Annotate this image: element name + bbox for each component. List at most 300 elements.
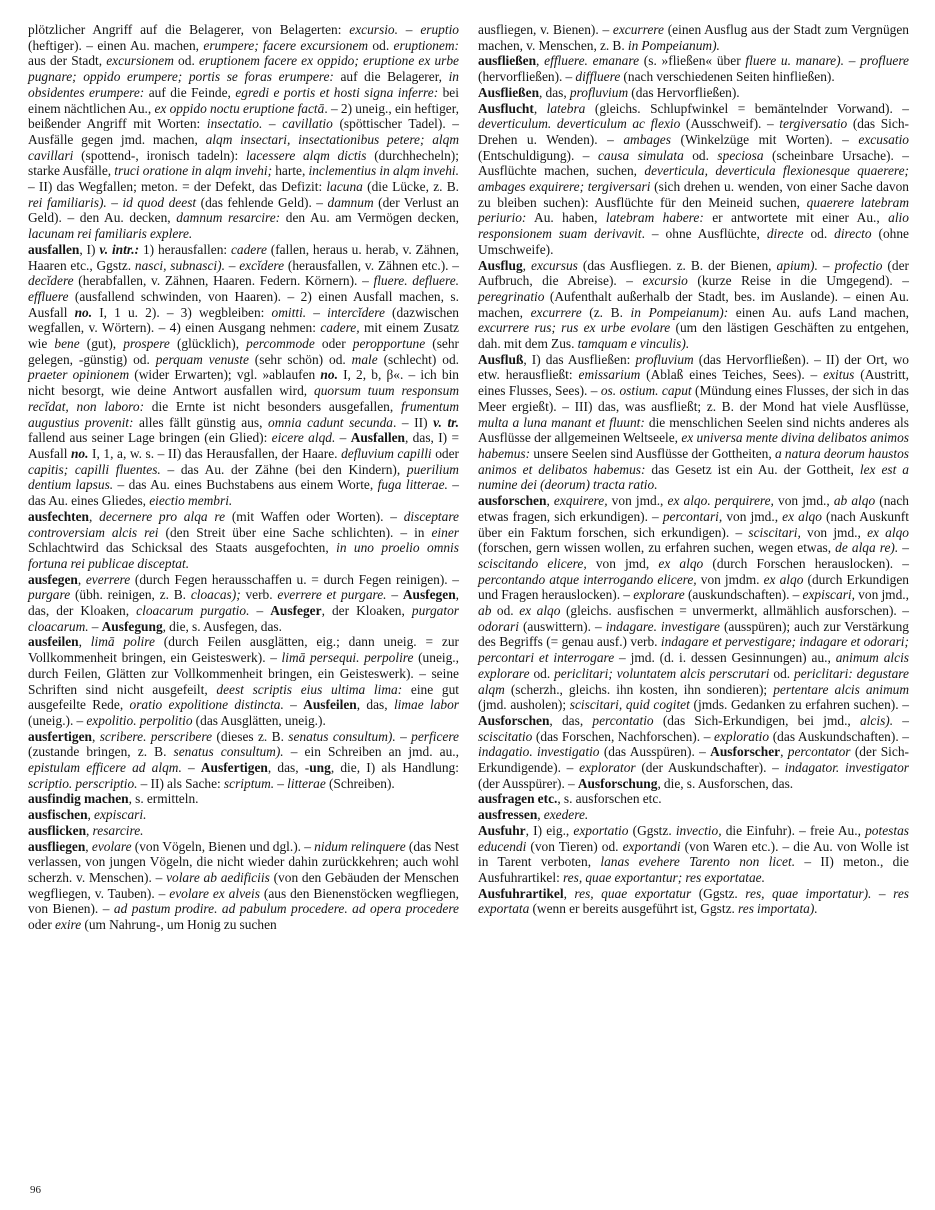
entry-text: od. [769, 665, 795, 681]
entry-text: (dazwischen wegfallen, v. Wörtern). – 4) einen Ausgang nehmen: [28, 304, 459, 336]
entry-text: periclitari: degustare alqm [478, 665, 909, 697]
entry-text: expiscari. [94, 807, 147, 823]
entry-text: damnum [327, 194, 374, 210]
headword: ung [309, 760, 331, 776]
entry-text: od. [683, 147, 718, 163]
entry-text: sciscitari, quid cogitet [569, 697, 690, 713]
headword: Ausfegen [402, 587, 456, 603]
entry-text: – [893, 712, 909, 728]
dictionary-entry [478, 823, 909, 886]
dictionary-entry [28, 791, 459, 807]
entry-text: (schlecht) od. [377, 351, 459, 367]
entry-text: res importata). [738, 901, 818, 917]
entry-text: ex oppido noctu eruptione factā [154, 100, 325, 116]
headword: v. tr. [433, 414, 459, 430]
entry-text: – [306, 304, 328, 320]
entry-text: auf die Feinde, [144, 84, 236, 100]
entry-text: , das, der Kloaken, [28, 587, 460, 619]
entry-text: in Pompeianum). [627, 37, 720, 53]
entry-text: , die, s. Ausforschen, das. [657, 775, 794, 791]
dictionary-entry [478, 807, 909, 823]
entry-text: (scheinbare Ursache). – Ausflüchte machen, suchen, [478, 147, 909, 179]
entry-text: (forschen, gern wissen wollen, zu erfahren suchen, wegen etwas, [478, 540, 836, 556]
entry-text: apium). [776, 257, 818, 273]
text-columns [28, 22, 909, 933]
entry-text: cavillatio [282, 116, 333, 132]
entry-text: scriptum. [223, 775, 275, 791]
right-column [478, 22, 909, 933]
entry-text: decernere pro alqa re [99, 508, 226, 524]
entry-text: invectio, [675, 822, 722, 838]
entry-text: von jmd., [800, 524, 868, 540]
dictionary-entry [478, 85, 909, 101]
entry-text: (durchhecheln); starke Ausfälle, [28, 147, 459, 179]
entry-text: expolitio. perpolitio [86, 712, 193, 728]
entry-text: , [77, 571, 86, 587]
entry-text: (von Waren etc.). – die Au. von Wolle ist in Tarent verboten, [478, 838, 910, 870]
entry-text: ex alqo. perquirere, [667, 493, 774, 509]
entry-text: lacessere alqm dictis [245, 147, 367, 163]
entry-text: (um den lästigen Geschäften zu entgehen, dah. mit dem Zus. [478, 320, 910, 352]
entry-text: (dieses z. B. [212, 728, 289, 744]
entry-text: odorari [478, 618, 519, 634]
entry-text: (Ggstz. [628, 822, 676, 838]
entry-text: profectio [834, 257, 883, 273]
entry-text: frumentum augustius provenit: [28, 398, 459, 430]
entry-text: praeter opinionem [28, 367, 130, 383]
entry-text: (herausfallen, v. Zähnen etc.). – [284, 257, 460, 273]
entry-text: (gleichs. ausfischen = unvermerkt, allmählich ausforschen). – [560, 603, 909, 619]
entry-text: von jmd., [854, 587, 909, 603]
entry-text: percontando atque interrogando elicere, [478, 571, 697, 587]
entry-text: I, 2, b, β«. – ich bin nicht besorgt, wie deine Antwort ausfallen wird, [28, 367, 460, 399]
entry-text: (Ablaß eines Teiches, Sees). – [640, 367, 824, 383]
entry-text: potestas educendi [478, 822, 910, 854]
entry-text: (der Ausspürer). – [478, 775, 578, 791]
entry-text: – das Au. eines Buchstabens aus einem Worte, [113, 477, 378, 493]
headword: Ausfertigen [200, 760, 268, 776]
entry-text: , [522, 257, 532, 273]
entry-text: fluere. defluere. effluere [28, 273, 459, 304]
entry-text: expiscari, [802, 587, 855, 603]
entry-text: res, quae importatur). [745, 885, 872, 901]
entry-text: ex universa mente divina delibatos animos habemus: [478, 430, 909, 461]
entry-text: peropportune [352, 336, 426, 352]
entry-text: eruptionem: [393, 37, 459, 53]
entry-text: , [87, 807, 95, 823]
entry-text: egredi e portis et hosti signa inferre: [235, 84, 439, 100]
entry-text: capitis; capilli fluentes. [28, 461, 161, 477]
entry-text: , [563, 885, 575, 901]
entry-text: in Pompeianum): [630, 304, 729, 320]
entry-text: , [78, 634, 91, 650]
entry-text: indagatio. investigatio [478, 744, 600, 760]
headword: ausfressen [478, 807, 538, 823]
entry-text: deverticula, deverticula flexionesque quaerere; ambages exquirere; tergiversari [478, 163, 910, 195]
entry-text: (nach verschiedenen Seiten hinfließen). [620, 69, 835, 85]
entry-text: – [274, 775, 288, 791]
entry-text: (das Ausspüren). – [599, 744, 711, 760]
entry-text: exploratio [714, 728, 770, 744]
entry-text: directe [766, 226, 804, 242]
entry-text: – [386, 587, 403, 603]
entry-text: res, quae exportatur [574, 885, 692, 901]
headword: no. [70, 445, 89, 461]
entry-text: alcis). [859, 712, 894, 728]
entry-text: (das Sich-Drehen u. Wenden). – [478, 116, 909, 147]
entry-text: einer [431, 524, 459, 540]
entry-text: purgare [28, 587, 71, 603]
entry-text: exedere. [543, 807, 589, 823]
entry-text: rei familiaris). [28, 194, 107, 210]
entry-text: – [181, 760, 201, 776]
entry-text: – II) das Wegfallen; meton. = der Defekt, das Defizit: [28, 179, 327, 195]
entry-text: (uneig., durch Feilen, Glätten zur Vollkommenheit bringen, ein Geisteswerk). – seine Schriften sind nicht ausgefeilt, [28, 650, 460, 697]
entry-text: I, 1 u. 2). – 3) wegbleiben: [92, 304, 272, 320]
entry-text: tergiversatio [779, 116, 848, 132]
entry-text: , [537, 807, 544, 823]
entry-text: harte, [272, 163, 309, 179]
entry-text: os. ostium. caput [600, 383, 692, 399]
headword: ausfertigen [28, 728, 92, 744]
entry-text: (hervorfließen). – [478, 69, 576, 85]
entry-text: excursio [642, 273, 688, 289]
entry-text: , die, s. Ausfegen, das. [162, 618, 282, 634]
entry-text: – [397, 22, 421, 37]
dictionary-entry [28, 572, 459, 635]
entry-text: pertentare alcis animum [773, 681, 910, 697]
entry-text: eruptionem facere ex oppido; eruptione ex urbe pugnare; oppido erumpere; portis se foras erumpere: [28, 53, 459, 85]
headword: no. [74, 304, 93, 320]
entry-text: periclitari; voluntatem alcis perscrutari [554, 665, 770, 681]
headword: no. [320, 367, 338, 383]
entry-text: defluvium capilli [341, 445, 432, 461]
entry-text: von jmd, [586, 555, 659, 571]
entry-text: – [335, 430, 351, 446]
entry-text: (der Verlust an Geld). – den Au. decken, [28, 194, 459, 226]
headword: Ausfluß [478, 351, 524, 367]
entry-text: lex est a numine dei (deorum) tracta ratio. [478, 461, 909, 493]
headword: ausfragen etc. [478, 791, 558, 807]
entry-text: fallend aus seiner Lage bringen (ein Glied): [28, 430, 272, 446]
dictionary-entry [28, 729, 459, 792]
entry-text: ex alqo [519, 603, 561, 619]
entry-text: alles fällt günstig aus, [133, 414, 269, 430]
headword: ausflicken [28, 822, 87, 838]
entry-text: (gleichs. Schlupfwinkel = bemäntelnder Vorwand). – [585, 100, 909, 116]
entry-text: ex alqo [763, 571, 804, 587]
entry-text: excurrere [530, 304, 582, 320]
entry-text: excursionem [106, 53, 174, 69]
entry-text: – [106, 194, 123, 210]
dictionary-entry [28, 634, 459, 728]
entry-text: (auswittern). – [518, 618, 606, 634]
entry-text: , [85, 838, 92, 854]
entry-text: resarcire. [92, 822, 144, 838]
entry-text: – [262, 116, 283, 132]
entry-text: bei einem nächtlichen Au., [28, 84, 459, 116]
entry-text: – jmd. (d. i. dessen Gesinnungen) au., [614, 650, 836, 666]
entry-text: von jmdm. [696, 571, 764, 587]
entry-text: ad pastum prodire. ad pabulum procedere. ad opera procedere [113, 901, 459, 917]
entry-text: (durch Feilen ausglätten, eig.; dann uneig. = zur Vollkommenheit bringen, ein Geisteswerk). – [28, 634, 459, 666]
dictionary-entry [478, 101, 909, 258]
entry-text: purgator cloacarum. [28, 603, 459, 634]
entry-text: ab [478, 603, 492, 619]
entry-text: (Ausschweif). – [680, 116, 780, 132]
entry-text: tamquam e vinculis). [577, 336, 690, 352]
dictionary-entry [478, 352, 909, 493]
entry-text: , [536, 53, 545, 69]
entry-text: , das, - [267, 760, 310, 776]
entry-text: – [871, 885, 894, 901]
entry-text: sciscitari, [748, 524, 801, 540]
entry-text: male [351, 351, 378, 367]
entry-text: , [533, 100, 547, 116]
entry-text: cadere, [320, 320, 360, 336]
entry-text: indagare et pervestigare; indagare et odorari; percontari et interrogare [478, 634, 909, 666]
entry-text: (spottend-, ironisch tadeln): [73, 147, 246, 163]
entry-text: effluere. emanare [544, 53, 640, 69]
entry-text: (von den Gebäuden der Menschen wegfliegen, v. Tauben). – [28, 869, 459, 901]
headword: ausfischen [28, 807, 88, 823]
entry-text: , das, [549, 712, 593, 728]
entry-text: profluvium [635, 351, 694, 367]
entry-text: volare ab aedificiis [166, 869, 270, 885]
entry-text: exitus [823, 367, 855, 383]
entry-text: (Ggstz. [691, 885, 746, 901]
entry-text: (z. B. [581, 304, 631, 320]
entry-text: (das fehlende Geld). – [196, 194, 328, 210]
entry-text: percontator [787, 744, 851, 760]
entry-text: evolare [91, 838, 132, 854]
entry-text: quorsum tuum responsum recĭdat, non laboro: [28, 383, 459, 414]
entry-text: – II) meton., die Ausfuhrartikel: [478, 854, 909, 885]
entry-text: damnum resarcire: [176, 210, 281, 226]
entry-text: einen Au. aufs Land machen, [728, 304, 909, 320]
entry-text: (das Sich-Erkundigen, bei jmd., [653, 712, 860, 728]
entry-text: exportandi [622, 838, 681, 854]
entry-text: (das Ausfliegen. z. B. der Bienen, [577, 257, 777, 273]
entry-text: von jmd., [607, 493, 668, 509]
dictionary-entry [28, 807, 459, 823]
entry-text: lacuna [326, 179, 363, 195]
headword: ausfließen [478, 53, 537, 69]
entry-text: , [86, 822, 93, 838]
entry-text: , [546, 493, 554, 509]
entry-text: (gut), [79, 336, 124, 352]
entry-text: (einen Ausflug aus der Stadt zum Vergnügen machen, v. Menschen, z. B. [478, 22, 909, 53]
entry-text: (das Ausglätten, uneig.). [192, 712, 326, 728]
entry-text: percommode [246, 336, 315, 352]
entry-text: intercĭdere [327, 304, 385, 320]
headword: Ausfuhrartikel [478, 885, 564, 901]
entry-text: (glücklich), [169, 336, 247, 352]
entry-text: explorator [579, 760, 636, 776]
entry-text: excurrere rus; rus ex urbe evolare [478, 320, 671, 336]
entry-text: – [817, 257, 835, 273]
entry-text: (nach etwas fragen, sich erkundigen). – [478, 493, 909, 524]
entry-text: ex alqo [782, 508, 822, 524]
headword: Ausforschen [478, 712, 550, 728]
entry-text: (die Lücke, z. B. [362, 179, 459, 195]
entry-text: (Mündung eines Flusses, der sich in das Meer ergießt). – III) das, was ausfließt; z. B. der Mond hat viele Ausflüsse, [478, 383, 909, 414]
headword: ausfeilen [28, 634, 79, 650]
entry-text: cadere [230, 241, 267, 257]
entry-text: cloacarum purgatio. [136, 603, 250, 619]
entry-text: (jmds. Gedanken zu erfahren suchen). – [689, 697, 909, 713]
entry-text: alio responsionem suam derivavit [478, 210, 909, 242]
entry-text: eine gut ausgefeilte Rede, [28, 681, 459, 713]
entry-text: (der Sich-Erkundigende). – [478, 744, 909, 776]
entry-text: od. [368, 37, 394, 53]
entry-text: id quod deest [122, 194, 197, 210]
entry-text: eruptio [420, 22, 459, 37]
dictionary-entry [28, 823, 459, 839]
left-column [28, 22, 459, 933]
entry-text: – [843, 53, 861, 69]
headword: Ausfließen [478, 84, 540, 100]
entry-text: excursio. [349, 22, 398, 37]
entry-text: , s. ermitteln. [128, 791, 199, 807]
entry-text: od. [803, 226, 835, 242]
entry-text: alqm insectari, insectationibus petere; alqm cavillari [28, 131, 459, 163]
entry-text: (uneig.). – [28, 712, 87, 728]
entry-text: (der Aufbruch, die Abreise). – [478, 257, 909, 289]
headword: Ausfeilen [303, 697, 357, 713]
entry-text: perquam venuste [155, 351, 249, 367]
headword: Ausfuhr [478, 822, 526, 838]
entry-text: (spöttischer Tadel). – Ausfälle gegen jmd. machen, [28, 116, 459, 147]
entry-text: (zustande bringen, z. B. [28, 744, 174, 760]
entry-text: , I) eig., [525, 822, 574, 838]
entry-text: , I) [79, 241, 100, 257]
entry-text: das Gesetz ist ein Au. der Gottheit, [645, 461, 860, 477]
entry-text: omnia cadunt secunda [268, 414, 393, 430]
entry-text: (der Auskundschafter). – [635, 760, 785, 776]
dictionary-entry [28, 22, 459, 242]
entry-text: mit einem Zusatz wie [28, 320, 459, 352]
entry-text: exportatio [573, 822, 629, 838]
dictionary-entry [28, 839, 459, 933]
entry-text: deverticulum. deverticulum ac flexio [478, 116, 681, 132]
entry-text: oratio expolitione distincta. [129, 697, 284, 713]
entry-text: , [89, 508, 100, 524]
entry-text: causa simulata [597, 147, 684, 163]
entry-text: exquirere, [553, 493, 608, 509]
entry-text: , I) das Ausfließen: [523, 351, 636, 367]
entry-text: nasci, subnasci). [134, 257, 225, 273]
entry-text: indagator. investigator [784, 760, 909, 776]
entry-text: fuga litterae. [377, 477, 448, 493]
entry-text: ex alqo [658, 555, 704, 571]
entry-text: den Au. am Vermögen decken, [280, 210, 460, 226]
entry-text: Au. haben, [526, 210, 606, 226]
entry-text: (sich drehen u. wenden, von einer Sache davon zu bleiben suchen): Ausflüchte für den Meineid suchen, [478, 179, 909, 210]
entry-text: (um Nahrung-, um Honig zu suchen [81, 917, 277, 933]
entry-text: Schlachtwird das Schicksal des Staats ausgefochten, [28, 540, 337, 556]
entry-text: plötzlicher Angriff auf die Belagerer, von Belagerten: [28, 22, 350, 37]
entry-text: . – ohne Ausflüchte, [641, 226, 767, 242]
entry-text: – ein Schreiben an jmd. au., [283, 744, 459, 760]
entry-text: – das Au. der Zähne (bei den Kindern), [160, 461, 407, 477]
entry-text: disceptare controversiam alcis rei [28, 508, 460, 540]
entry-text: limā polire [90, 634, 155, 650]
dictionary-entry [28, 509, 459, 572]
entry-text: eiectio membri. [149, 493, 233, 509]
entry-text: – [224, 257, 240, 273]
entry-text: limā persequi. perpolire [281, 650, 414, 666]
entry-text: erumpere; facere excursionem [203, 37, 369, 53]
headword: v. intr.: [99, 241, 140, 257]
entry-text: explorare [633, 587, 685, 603]
entry-text: cloacas); [190, 587, 241, 603]
entry-text: sciscitando elicere, [478, 555, 587, 571]
entry-text: (s. »fließen« über [639, 53, 746, 69]
entry-text: truci oratione in alqm invehi; [114, 163, 273, 179]
entry-text: ex alqo [867, 524, 909, 540]
entry-text: aus der Stadt, [28, 53, 107, 69]
headword: Ausflucht [478, 100, 534, 116]
entry-text: (heftiger). – einen Au. machen, [28, 37, 204, 53]
entry-text: (Schreiben). [325, 775, 395, 791]
entry-text: nidum relinquere [314, 838, 406, 854]
entry-text: ab alqo [833, 493, 876, 509]
entry-text: (von Vögeln, Bienen und dgl.). – [131, 838, 315, 854]
entry-text: (sehr schön) od. [248, 351, 352, 367]
entry-text: de alqa re). [835, 540, 899, 556]
entry-text: everrere et purgare. [277, 587, 387, 603]
headword: Ausfegung [101, 618, 163, 634]
entry-text: speciosa [717, 147, 764, 163]
entry-text: percontatio [592, 712, 654, 728]
entry-text: (das Hervorfließen). – II) der Ort, wo etw. herausfließt: [478, 351, 910, 383]
entry-text: puerilium dentium lapsus. [28, 461, 459, 493]
entry-text: (auskundschaften). – [684, 587, 803, 603]
entry-text: excusatio [858, 131, 909, 147]
entry-text: profluvium [569, 84, 629, 100]
entry-text: decĭdere [28, 273, 74, 289]
entry-text: (scherzh., gleichs. ihn kosten, ihn sondieren); [504, 681, 774, 697]
headword: ausfindig machen [28, 791, 129, 807]
headword: ausfliegen [28, 838, 86, 854]
entry-text: (nach Auskunft über ein Faktum forschen, sich erkundigen). – [478, 508, 909, 540]
entry-text: lanas evehere Tarento non licet. [600, 854, 796, 870]
headword: ausforschen [478, 493, 547, 509]
entry-text: (sehr gelegen, -günstig) od. [28, 336, 460, 367]
entry-text: excurrere [612, 22, 664, 37]
entry-text: omitti. [271, 304, 307, 320]
entry-text: senatus consultum). [288, 728, 396, 744]
entry-text: (von Tieren) od. [526, 838, 623, 854]
entry-text: lacunam rei familiaris explere. [28, 226, 193, 242]
entry-text: od. [173, 53, 199, 69]
dictionary-entry [478, 886, 909, 917]
entry-text: res exportata [478, 885, 909, 917]
entry-text: , die, I) als Handlung: [330, 760, 459, 776]
entry-text: res, quae exportantur; res exportatae. [562, 869, 765, 885]
entry-text: , [780, 744, 788, 760]
entry-text: , das, [356, 697, 394, 713]
entry-text: (ausspüren); auch zur Verstärkung des Begriffs (= genau ausf.) verb. [478, 618, 909, 650]
entry-text: fluere u. manare). [745, 53, 844, 69]
entry-text: , der Kloaken, [321, 603, 412, 619]
entry-text: inclementius in alqm invehi. [308, 163, 459, 179]
entry-text: (Aufenthalt außerhalb der Stadt, bes. im Auslande). – einen Au. machen, [478, 288, 909, 320]
entry-text: exire [54, 917, 82, 933]
headword: Ausforschung [577, 775, 658, 791]
entry-text: 1) herausfallen: [139, 241, 231, 257]
